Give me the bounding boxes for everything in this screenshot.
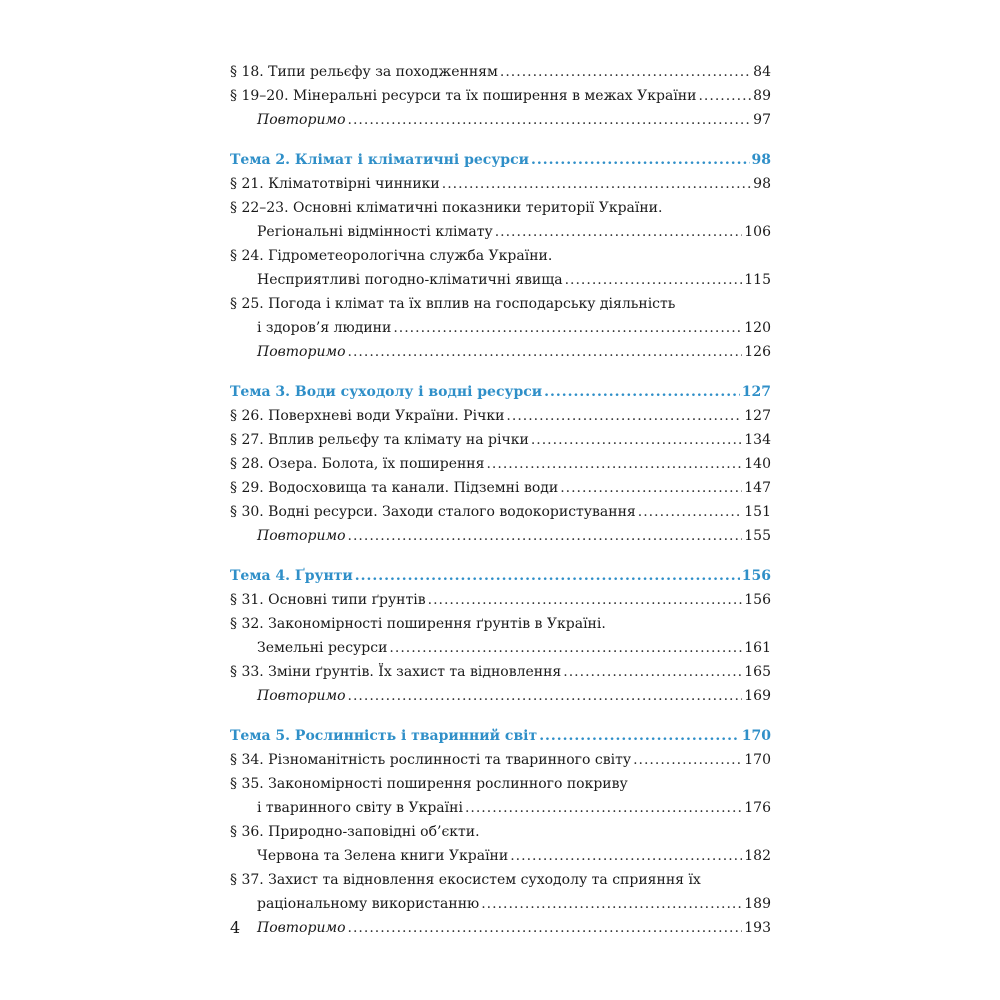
toc-review-entry — [230, 524, 771, 548]
toc-entry — [230, 820, 771, 868]
toc-line-text: § 24. Гідрометеорологічна служба України. — [230, 248, 553, 264]
toc-line-text: і здоров’я людини — [257, 320, 392, 336]
toc-line-text: § 37. Захист та відновлення екосистем суходолу та сприяння їх — [230, 872, 701, 888]
dot-leader — [348, 340, 743, 364]
toc-line-text: Тема 4. Ґрунти — [230, 568, 353, 584]
toc-entry — [230, 500, 771, 524]
toc-line-text: Повторимо — [257, 344, 346, 360]
toc-page-number: 84 — [753, 64, 771, 80]
toc-line — [230, 612, 771, 636]
dot-leader — [560, 476, 742, 500]
toc-entry — [230, 748, 771, 772]
toc-line — [230, 428, 771, 452]
toc-line-text: § 28. Озера. Болота, їх поширення — [230, 456, 485, 472]
toc-line — [230, 892, 771, 916]
toc-line — [230, 660, 771, 684]
toc-page-number: 127 — [741, 384, 771, 400]
section-gap — [230, 364, 771, 380]
toc-line — [230, 60, 771, 84]
toc-line — [230, 244, 771, 268]
toc-entry — [230, 660, 771, 684]
toc-line-text: § 34. Різноманітність рослинності та тваринного світу — [230, 752, 632, 768]
toc-line-text: раціональному використанню — [257, 896, 480, 912]
toc-entry — [230, 588, 771, 612]
toc-line — [230, 772, 771, 796]
toc-entry — [230, 476, 771, 500]
toc-entry — [230, 428, 771, 452]
dot-leader — [486, 452, 742, 476]
toc-line-text: Повторимо — [257, 112, 346, 128]
toc-line-text: § 27. Вплив рельєфу та клімату на річки — [230, 432, 529, 448]
toc-page-number: 98 — [753, 176, 771, 192]
toc-page-number: 176 — [744, 800, 771, 816]
toc-line — [230, 748, 771, 772]
toc-line-text: § 36. Природно-заповідні об’єкти. — [230, 824, 480, 840]
dot-leader — [393, 316, 742, 340]
toc-review-entry — [230, 108, 771, 132]
toc-line-text: Тема 2. Клімат і кліматичні ресурси — [230, 152, 529, 168]
toc-page-number: 98 — [751, 152, 771, 168]
dot-leader — [428, 588, 743, 612]
dot-leader — [565, 268, 743, 292]
toc-theme-heading — [230, 148, 771, 172]
toc-page-number: 134 — [744, 432, 771, 448]
toc-theme-heading — [230, 724, 771, 748]
dot-leader — [348, 916, 743, 940]
dot-leader — [531, 148, 750, 172]
toc-page-number: 193 — [744, 920, 771, 936]
dot-leader — [348, 108, 752, 132]
toc-page-number: 115 — [744, 272, 771, 288]
toc-line-text: § 35. Закономірності поширення рослинного покриву — [230, 776, 628, 792]
toc-line — [230, 148, 771, 172]
toc-line — [230, 316, 771, 340]
section-gap — [230, 548, 771, 564]
toc-line — [230, 868, 771, 892]
dot-leader — [500, 60, 751, 84]
dot-leader — [465, 796, 742, 820]
toc-entry — [230, 612, 771, 660]
toc-entry — [230, 172, 771, 196]
dot-leader — [355, 564, 740, 588]
toc-line-text: Регіональні відмінності клімату — [257, 224, 493, 240]
toc-line-text: Тема 5. Рослинність і тваринний світ — [230, 728, 538, 744]
toc-entry — [230, 452, 771, 476]
toc-page-number: 120 — [744, 320, 771, 336]
toc-page-number: 182 — [744, 848, 771, 864]
toc-entry — [230, 868, 771, 916]
page-number: 4 — [230, 918, 241, 937]
toc-review-entry — [230, 684, 771, 708]
toc-line — [230, 524, 771, 548]
toc-theme-heading — [230, 380, 771, 404]
toc-line-text: Тема 3. Води суходолу і водні ресурси — [230, 384, 543, 400]
toc-page-number: 165 — [744, 664, 771, 680]
dot-leader — [539, 724, 740, 748]
toc-page-number: 97 — [753, 112, 771, 128]
toc-line-text: Повторимо — [257, 528, 346, 544]
dot-leader — [531, 428, 742, 452]
dot-leader — [563, 660, 742, 684]
dot-leader — [442, 172, 751, 196]
toc-line — [230, 820, 771, 844]
toc-page-number: 106 — [744, 224, 771, 240]
toc-line-text: Земельні ресурси — [257, 640, 388, 656]
toc-line-text: § 33. Зміни ґрунтів. Їх захист та відновлення — [230, 664, 562, 680]
toc-entry — [230, 404, 771, 428]
toc-line — [230, 724, 771, 748]
toc-line-text: § 30. Водні ресурси. Заходи сталого водокористування — [230, 504, 636, 520]
toc-line — [230, 500, 771, 524]
toc-page-number: 147 — [744, 480, 771, 496]
dot-leader — [544, 380, 740, 404]
toc-line — [230, 220, 771, 244]
toc-line — [230, 476, 771, 500]
toc-line — [230, 452, 771, 476]
toc-page-number: 89 — [753, 88, 771, 104]
toc-page-number: 189 — [744, 896, 771, 912]
toc-page-number: 156 — [741, 568, 771, 584]
toc-line — [230, 844, 771, 868]
toc-page-number: 156 — [744, 592, 771, 608]
dot-leader — [633, 748, 742, 772]
toc-line — [230, 172, 771, 196]
toc-line-text: Несприятливі погодно-кліматичні явища — [257, 272, 563, 288]
toc-line-text: Повторимо — [257, 920, 346, 936]
toc-entry — [230, 292, 771, 340]
toc-line — [230, 292, 771, 316]
toc-line-text: § 25. Погода і клімат та їх вплив на господарську діяльність — [230, 296, 676, 312]
toc-line — [230, 916, 771, 940]
toc-line — [230, 108, 771, 132]
toc-line-text: § 21. Кліматотвірні чинники — [230, 176, 440, 192]
toc-entry — [230, 196, 771, 244]
dot-leader — [348, 684, 743, 708]
dot-leader — [638, 500, 743, 524]
dot-leader — [389, 636, 742, 660]
dot-leader — [481, 892, 742, 916]
toc-line — [230, 84, 771, 108]
toc-entry — [230, 772, 771, 820]
toc-line — [230, 636, 771, 660]
toc-theme-heading — [230, 564, 771, 588]
dot-leader — [506, 404, 742, 428]
toc-line-text: Червона та Зелена книги України — [257, 848, 509, 864]
table-of-contents — [230, 60, 771, 940]
toc-line — [230, 380, 771, 404]
toc-page-number: 126 — [744, 344, 771, 360]
toc-line — [230, 796, 771, 820]
toc-line — [230, 588, 771, 612]
section-gap — [230, 708, 771, 724]
toc-line-text: § 18. Типи рельєфу за походженням — [230, 64, 498, 80]
toc-review-entry — [230, 916, 771, 940]
toc-line — [230, 196, 771, 220]
dot-leader — [510, 844, 742, 868]
toc-line — [230, 340, 771, 364]
toc-line-text: § 26. Поверхневі води України. Річки — [230, 408, 505, 424]
toc-page-number: 127 — [744, 408, 771, 424]
toc-page-number: 161 — [744, 640, 771, 656]
toc-line — [230, 404, 771, 428]
toc-entry — [230, 60, 771, 84]
toc-page-number: 140 — [744, 456, 771, 472]
toc-line-text: § 22–23. Основні кліматичні показники території України. — [230, 200, 663, 216]
toc-page-number: 169 — [744, 688, 771, 704]
toc-line-text: Повторимо — [257, 688, 346, 704]
toc-line-text: § 19–20. Мінеральні ресурси та їх поширення в межах України — [230, 88, 697, 104]
dot-leader — [348, 524, 743, 548]
toc-page-number: 155 — [744, 528, 771, 544]
dot-leader — [495, 220, 743, 244]
toc-line-text: § 29. Водосховища та канали. Підземні води — [230, 480, 559, 496]
toc-line-text: § 31. Основні типи ґрунтів — [230, 592, 426, 608]
toc-line — [230, 684, 771, 708]
toc-line-text: і тваринного світу в Україні — [257, 800, 463, 816]
toc-page-number: 170 — [741, 728, 771, 744]
toc-line — [230, 268, 771, 292]
toc-entry — [230, 244, 771, 292]
toc-entry — [230, 84, 771, 108]
toc-page-number: 151 — [744, 504, 771, 520]
toc-line-text: § 32. Закономірності поширення ґрунтів в Україні. — [230, 616, 606, 632]
toc-page-number: 170 — [744, 752, 771, 768]
toc-line — [230, 564, 771, 588]
toc-review-entry — [230, 340, 771, 364]
section-gap — [230, 132, 771, 148]
dot-leader — [698, 84, 751, 108]
